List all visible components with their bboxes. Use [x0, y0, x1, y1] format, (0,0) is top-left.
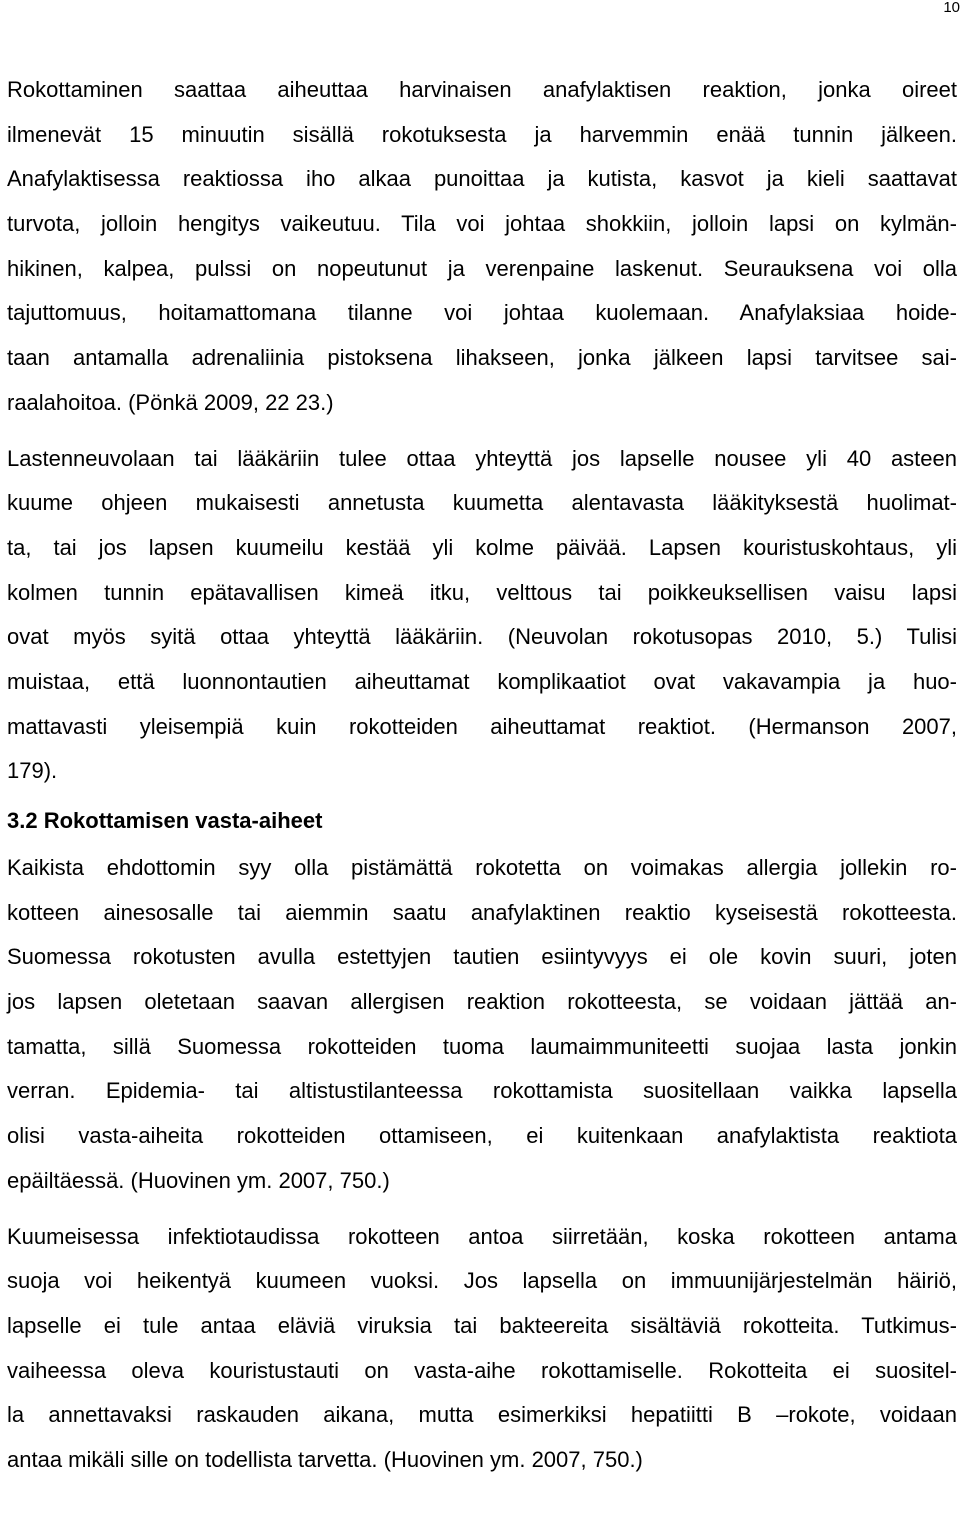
- text-line: turvota, jolloin hengitys vaikeutuu. Tila voi johtaa shokkiin, jolloin lapsi on kylmän-: [7, 211, 957, 237]
- text-line: antaa mikäli sille on todellista tarvetta. (Huovinen ym. 2007, 750.): [7, 1446, 643, 1472]
- text-line: Anafylaktisessa reaktiossa iho alkaa punoittaa ja kutista, kasvot ja kieli saattavat: [7, 166, 957, 192]
- document-body: [7, 68, 957, 1483]
- text-line: olisi vasta-aiheita rokotteiden ottamiseen, ei kuitenkaan anafylaktista reaktiota: [7, 1123, 957, 1149]
- text-line: suoja voi heikentyä kuumeen vuoksi. Jos lapsella on immuunijärjestelmän häiriö,: [7, 1268, 957, 1294]
- text-line: lapselle ei tule antaa eläviä viruksia tai bakteereita sisältäviä rokotteita. Tutkimus-: [7, 1312, 957, 1338]
- text-line: hikinen, kalpea, pulssi on nopeutunut ja verenpaine laskenut. Seurauksena voi olla: [7, 255, 957, 281]
- text-line: muistaa, että luonnontautien aiheuttamat komplikaatiot ovat vakavampia ja huo-: [7, 668, 957, 694]
- text-line: vaiheessa oleva kouristustauti on vasta-aihe rokottamiselle. Rokotteita ei suositel-: [7, 1357, 957, 1383]
- text-line: tamatta, sillä Suomessa rokotteiden tuoma laumaimmuniteetti suojaa lasta jonkin: [7, 1033, 957, 1059]
- text-line: kolmen tunnin epätavallisen kimeä itku, velttous tai poikkeuksellisen vaisu lapsi: [7, 579, 957, 605]
- paragraph: [7, 846, 957, 1204]
- text-line: 179).: [7, 758, 58, 784]
- text-line: kuume ohjeen mukaisesti annetusta kuumetta alentavasta lääkityksestä huolimat-: [7, 490, 957, 516]
- paragraph: [7, 68, 957, 426]
- text-line: raalahoitoa. (Pönkä 2009, 22 23.): [7, 389, 334, 415]
- section-heading: 3.2 Rokottamisen vasta-aiheet: [7, 808, 323, 833]
- text-line: kotteen ainesosalle tai aiemmin saatu anafylaktinen reaktio kyseisestä rokotteesta.: [7, 899, 957, 925]
- text-line: Rokottaminen saattaa aiheuttaa harvinaisen anafylaktisen reaktion, jonka oireet: [7, 77, 957, 102]
- text-line: ilmenevät 15 minuutin sisällä rokotuksesta ja harvemmin enää tunnin jälkeen.: [7, 121, 957, 147]
- text-line: taan antamalla adrenaliinia pistoksena lihakseen, jonka jälkeen lapsi tarvitsee sai-: [7, 345, 957, 371]
- text-line: la annettavaksi raskauden aikana, mutta esimerkiksi hepatiitti B –rokote, voidaan: [7, 1402, 957, 1428]
- text-line: Suomessa rokotusten avulla estettyjen tautien esiintyvyys ei ole kovin suuri, joten: [7, 944, 957, 970]
- page-number: 10: [943, 0, 960, 16]
- text-line: epäiltäessä. (Huovinen ym. 2007, 750.): [7, 1167, 390, 1193]
- text-line: Kuumeisessa infektiotaudissa rokotteen antoa siirretään, koska rokotteen antama: [7, 1223, 957, 1249]
- text-line: Lastenneuvolaan tai lääkäriin tulee ottaa yhteyttä jos lapselle nousee yli 40 asteen: [7, 445, 957, 471]
- text-line: mattavasti yleisempiä kuin rokotteiden aiheuttamat reaktiot. (Hermanson 2007,: [7, 713, 957, 739]
- text-line: verran. Epidemia- tai altistustilanteessa rokottamista suositellaan vaikka lapsella: [7, 1078, 957, 1104]
- text-line: ovat myös syitä ottaa yhteyttä lääkäriin. (Neuvolan rokotusopas 2010, 5.) Tulisi: [7, 624, 957, 650]
- text-line: Kaikista ehdottomin syy olla pistämättä rokotetta on voimakas allergia jollekin ro-: [7, 855, 957, 880]
- text-line: ta, tai jos lapsen kuumeilu kestää yli kolme päivää. Lapsen kouristuskohtaus, yli: [7, 534, 957, 560]
- paragraph: [7, 437, 957, 795]
- paragraph: [7, 1215, 957, 1483]
- text-line: tajuttomuus, hoitamattomana tilanne voi johtaa kuolemaan. Anafylaksiaa hoide-: [7, 300, 957, 326]
- text-line: jos lapsen oletetaan saavan allergisen reaktion rokotteesta, se voidaan jättää an-: [7, 989, 957, 1015]
